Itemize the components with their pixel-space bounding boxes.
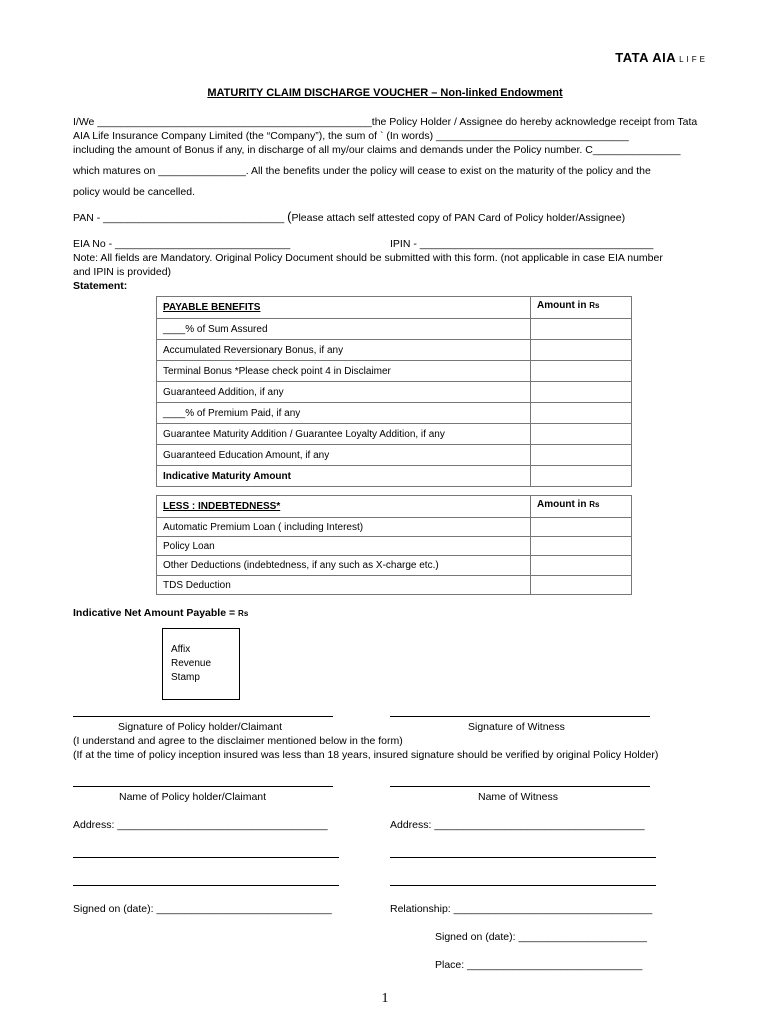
amount-header: Amount in Rs — [531, 496, 632, 518]
deduction-label: TDS Deduction — [157, 576, 531, 595]
disclaimer-line-2: (If at the time of policy inception insured was less than 18 years, insured signature should be verified by original Policy Holder) — [73, 749, 659, 761]
net-amount-label: Indicative Net Amount Payable = Rs — [73, 607, 249, 619]
table-header-row — [157, 496, 632, 518]
amount-cell[interactable] — [531, 576, 632, 595]
table-row — [157, 382, 632, 403]
place-field[interactable]: Place: ______________________________ — [435, 959, 643, 971]
benefit-label: Accumulated Reversionary Bonus, if any — [157, 340, 531, 361]
table-row — [157, 361, 632, 382]
witness-address-line-3[interactable] — [390, 885, 656, 886]
deduction-label: Policy Loan — [157, 537, 531, 556]
table-row — [157, 445, 632, 466]
amount-cell[interactable] — [531, 518, 632, 537]
pan-paren: ( — [287, 209, 292, 224]
holder-name-line[interactable] — [73, 786, 333, 787]
indebtedness-header: LESS : INDEBTEDNESS* — [157, 496, 531, 518]
holder-address-line-2[interactable] — [73, 857, 339, 858]
pan-field — [73, 209, 625, 224]
pan-note: Please attach self attested copy of PAN Card of Policy holder/Assignee) — [291, 212, 626, 224]
amount-cell[interactable] — [531, 445, 632, 466]
ipin-field: IPIN - ________________________________________ — [390, 238, 654, 250]
deduction-label: Other Deductions (indebtedness, if any such as X-charge etc.) — [157, 556, 531, 576]
witness-signature-line[interactable] — [390, 716, 650, 717]
holder-name-label: Name of Policy holder/Claimant — [119, 791, 267, 803]
indebtedness-table — [156, 495, 632, 595]
benefit-label: ____% of Sum Assured — [157, 319, 531, 340]
amount-header: Amount in Rs — [531, 297, 632, 319]
logo-life: LIFE — [679, 55, 708, 64]
table-row — [157, 576, 632, 595]
amount-cell[interactable] — [531, 319, 632, 340]
revenue-stamp-box[interactable] — [162, 628, 240, 700]
stamp-line-2: Revenue — [171, 658, 212, 669]
benefit-label: Guarantee Maturity Addition / Guarantee Loyalty Addition, if any — [157, 424, 531, 445]
benefit-label: Guaranteed Education Amount, if any — [157, 445, 531, 466]
intro-line-1: I/We _______________________________________________the Policy Holder / Assignee do hereby acknowledge receipt from Tata — [73, 116, 698, 128]
intro-line-2: AIA Life Insurance Company Limited (the “Company”), the sum of ` (In words) _________________________________ — [73, 130, 629, 142]
payable-benefits-table — [156, 296, 632, 487]
intro-line-3: including the amount of Bonus if any, in discharge of all my/our claims and demands under the Policy number. C_______________ — [73, 144, 681, 156]
table-row — [157, 556, 632, 576]
stamp-line-3: Stamp — [171, 672, 200, 683]
form-title: MATURITY CLAIM DISCHARGE VOUCHER – Non-linked Endowment — [207, 87, 563, 99]
logo-brand: TATA AIA — [615, 50, 677, 65]
holder-signature-label: Signature of Policy holder/Claimant — [118, 721, 283, 733]
stamp-line-1: Affix — [171, 644, 191, 655]
table-row — [157, 403, 632, 424]
amount-cell[interactable] — [531, 403, 632, 424]
benefit-label: Terminal Bonus *Please check point 4 in Disclaimer — [157, 361, 531, 382]
note-line-2: and IPIN is provided) — [73, 266, 172, 278]
table-row — [157, 319, 632, 340]
amount-cell[interactable] — [531, 556, 632, 576]
witness-address-field[interactable]: Address: ____________________________________ — [390, 819, 645, 831]
witness-name-label: Name of Witness — [478, 791, 558, 803]
table-row — [157, 537, 632, 556]
amount-cell[interactable] — [531, 340, 632, 361]
note-line-1: Note: All fields are Mandatory. Original Policy Document should be submitted with this form. (not applicable in case EIA number — [73, 252, 663, 264]
total-row — [157, 466, 632, 487]
benefit-label: Guaranteed Addition, if any — [157, 382, 531, 403]
total-label: Indicative Maturity Amount — [157, 466, 531, 487]
witness-signed-on-field[interactable]: Signed on (date): ______________________ — [435, 931, 647, 943]
witness-name-line[interactable] — [390, 786, 650, 787]
disclaimer-line-1: (I understand and agree to the disclaimer mentioned below in the form) — [73, 735, 403, 747]
company-logo — [615, 50, 708, 65]
eia-field: EIA No - ______________________________ — [73, 238, 291, 250]
deduction-label: Automatic Premium Loan ( including Interest) — [157, 518, 531, 537]
page-number: 1 — [381, 991, 389, 1006]
statement-label: Statement: — [73, 280, 128, 292]
relationship-field[interactable]: Relationship: __________________________________ — [390, 903, 653, 915]
table-row — [157, 424, 632, 445]
holder-signature-line[interactable] — [73, 716, 333, 717]
amount-cell[interactable] — [531, 382, 632, 403]
payable-header: PAYABLE BENEFITS — [157, 297, 531, 319]
holder-address-line-3[interactable] — [73, 885, 339, 886]
witness-signature-label: Signature of Witness — [468, 721, 565, 733]
amount-cell[interactable] — [531, 537, 632, 556]
witness-address-line-2[interactable] — [390, 857, 656, 858]
benefit-label: ____% of Premium Paid, if any — [157, 403, 531, 424]
total-amount-cell[interactable] — [531, 466, 632, 487]
table-header-row — [157, 297, 632, 319]
table-row — [157, 340, 632, 361]
pan-label: PAN - _______________________________ — [73, 212, 288, 224]
intro-line-4: which matures on _______________. All the benefits under the policy will cease to exist on the maturity of the policy and the — [73, 165, 651, 177]
holder-address-field[interactable]: Address: ____________________________________ — [73, 819, 328, 831]
holder-signed-on-field[interactable]: Signed on (date): ______________________________ — [73, 903, 332, 915]
table-row — [157, 518, 632, 537]
amount-cell[interactable] — [531, 361, 632, 382]
amount-cell[interactable] — [531, 424, 632, 445]
intro-line-5: policy would be cancelled. — [73, 186, 195, 198]
